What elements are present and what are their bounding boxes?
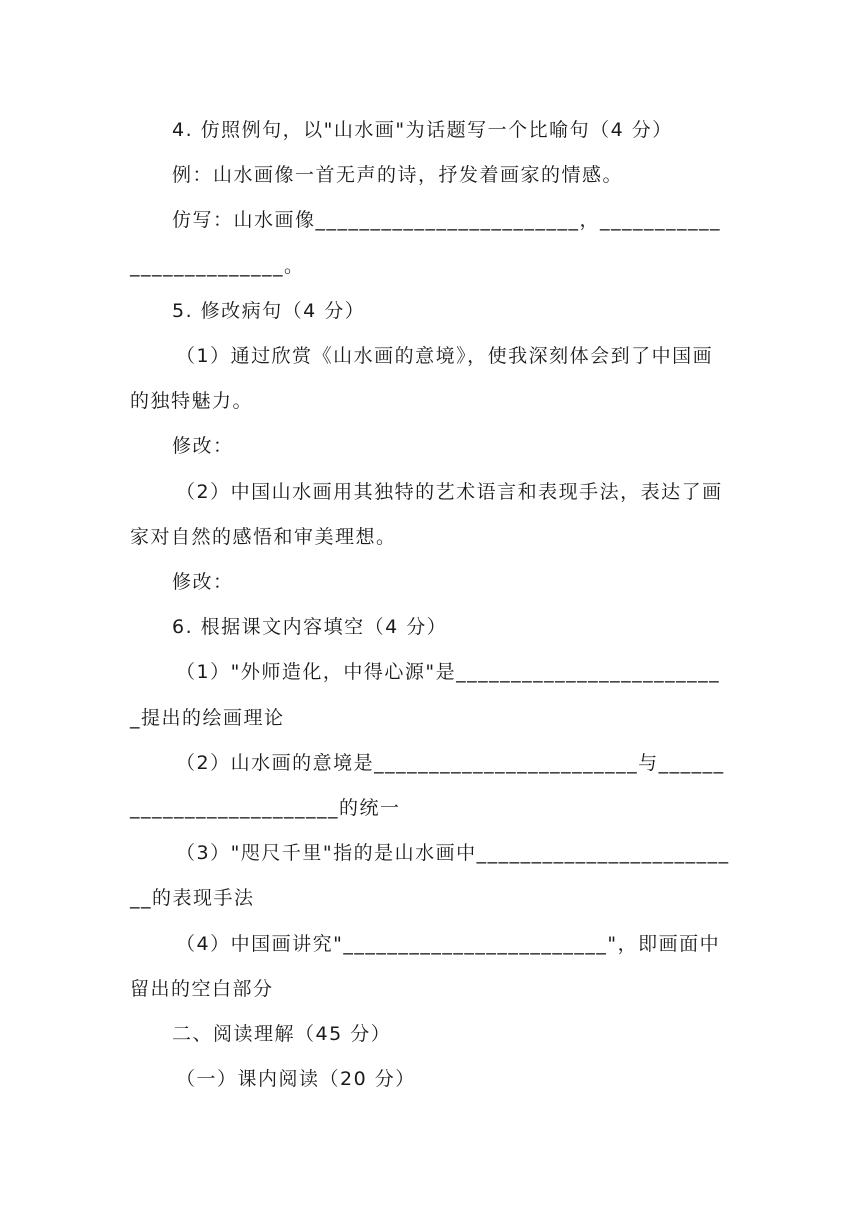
q4-example: 例：山水画像一首无声的诗，抒发着画家的情感。 bbox=[172, 164, 624, 187]
q4-title: 4. 仿照例句，以"山水画"为话题写一个比喻句（4 分） bbox=[172, 119, 673, 141]
q6-item-3-suffix: 的表现手法 bbox=[152, 887, 255, 910]
q6-item-4-prefix: （4）中国画讲究" bbox=[176, 932, 344, 955]
q4-blank-a[interactable]: ________________________ bbox=[315, 209, 580, 232]
section-2-sub-1: （一）课内阅读（20 分） bbox=[176, 1068, 416, 1091]
q6-item-2-mid: 与 bbox=[638, 751, 659, 774]
q5-sentence-1: （1）通过欣赏《山水画的意境》，使我深刻体会到了中国画的独特魅力。 bbox=[130, 345, 714, 413]
q4-imitate bbox=[130, 198, 730, 288]
q4-comma: ， bbox=[579, 209, 601, 232]
q5-fix-1: 修改： bbox=[172, 435, 234, 458]
q5-sentence-2: （2）中国山水画用其独特的艺术语言和表现手法，表达了画家对自然的感悟和审美理想。 bbox=[130, 480, 723, 548]
q4-imitate-prefix: 仿写：山水画像 bbox=[172, 209, 316, 232]
q6-item-2-blank-b[interactable]: _________________________ bbox=[130, 751, 725, 820]
q5-fix-2: 修改： bbox=[172, 571, 234, 594]
q6-item-2-suffix: 的统一 bbox=[339, 797, 401, 820]
q6-item-4-blank[interactable]: ________________________ bbox=[343, 932, 608, 955]
q6-item-2 bbox=[130, 741, 730, 831]
q6-item-2-blank-a[interactable]: ________________________ bbox=[374, 751, 639, 774]
q6-item-2-prefix: （2）山水画的意境是 bbox=[176, 751, 375, 774]
q4-end: 。 bbox=[284, 254, 305, 277]
q6-item-1-suffix: 提出的绘画理论 bbox=[141, 706, 285, 729]
q6-item-4 bbox=[130, 922, 730, 1012]
section-2-title: 二、阅读理解（45 分） bbox=[172, 1023, 392, 1046]
q6-item-3 bbox=[130, 831, 730, 921]
document-body bbox=[130, 108, 730, 1102]
q6-item-1 bbox=[130, 650, 730, 740]
q6-item-1-blank[interactable]: _________________________ bbox=[130, 661, 721, 729]
q5-title: 5. 修改病句（4 分） bbox=[172, 299, 366, 322]
q6-item-3-prefix: （3）"咫尺千里"指的是山水画中 bbox=[176, 842, 477, 865]
q6-item-1-prefix: （1）"外师造化，中得心源"是 bbox=[176, 661, 457, 684]
q6-title: 6. 根据课文内容填空（4 分） bbox=[172, 616, 448, 639]
q6-item-4-suffix: "，即画面中留出的空白部分 bbox=[130, 932, 721, 1000]
q6-item-3-blank[interactable]: _________________________ bbox=[130, 842, 730, 910]
q4-blank-b[interactable]: _________________________ bbox=[130, 209, 722, 277]
